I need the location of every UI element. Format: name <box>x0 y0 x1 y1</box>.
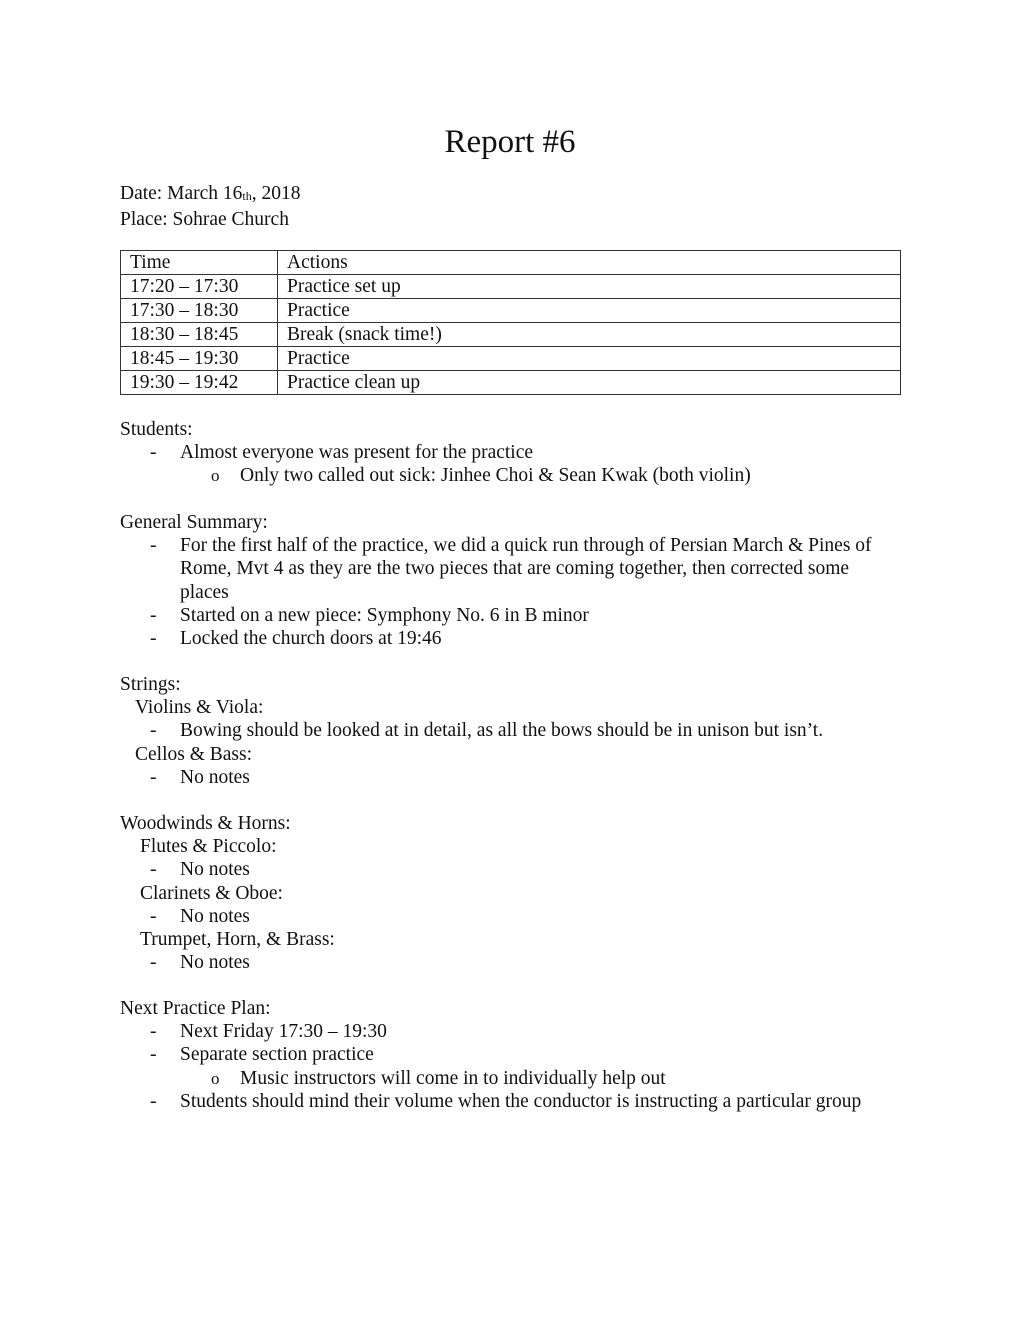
time-cell: 17:30 – 18:30 <box>121 299 278 323</box>
dash-bullet: - <box>150 720 157 742</box>
section-heading: Next Practice Plan: <box>120 998 271 1019</box>
list-item-text: Locked the church doors at 19:46 <box>180 628 442 650</box>
list-item <box>120 766 910 789</box>
list-item-text: Music instructors will come in to individually help out <box>240 1067 666 1089</box>
list-item-text: No notes <box>180 905 250 927</box>
header-time: Time <box>121 251 278 275</box>
time-cell: 18:45 – 19:30 <box>121 347 278 371</box>
dash-bullet: - <box>150 766 157 788</box>
summary-section <box>120 511 910 650</box>
section-heading: General Summary: <box>120 512 268 533</box>
action-cell: Practice <box>278 299 901 323</box>
date-suffix: , 2018 <box>251 183 301 204</box>
time-cell: 17:20 – 17:30 <box>121 275 278 299</box>
table-header-row <box>121 251 901 275</box>
list-item <box>120 534 910 604</box>
action-cell: Break (snack time!) <box>278 323 901 347</box>
list-item-text: Started on a new piece: Symphony No. 6 in B minor <box>180 604 589 626</box>
dash-bullet: - <box>150 442 157 464</box>
dash-bullet: - <box>150 628 157 650</box>
report-meta <box>120 182 300 231</box>
table-row <box>121 347 901 371</box>
list-item-text-line: places <box>180 581 229 603</box>
table-row <box>121 275 901 299</box>
list-item-text: No notes <box>180 766 250 788</box>
subsection-heading: Cellos & Bass: <box>135 743 253 765</box>
place-line: Place: Sohrae Church <box>120 209 289 230</box>
sub-list-item <box>120 464 910 487</box>
section-heading: Woodwinds & Horns: <box>120 813 291 834</box>
list-item-text-line: Rome, Mvt 4 as they are the two pieces that are coming together, then corrected some <box>180 558 850 580</box>
students-section <box>120 418 910 488</box>
subsection-heading: Trumpet, Horn, & Brass: <box>140 929 335 951</box>
list-item-text: Students should mind their volume when the conductor is instructing a particular group <box>180 1090 862 1112</box>
section-heading: Students: <box>120 419 193 440</box>
list-item <box>120 905 910 928</box>
dash-bullet: - <box>150 1021 157 1043</box>
list-item <box>120 1020 910 1043</box>
list-item <box>120 1090 910 1113</box>
table-row <box>121 299 901 323</box>
section-heading: Strings: <box>120 674 181 695</box>
list-item-text: No notes <box>180 952 250 974</box>
list-item-text: Almost everyone was present for the practice <box>180 442 534 464</box>
dash-bullet: - <box>150 604 157 626</box>
dash-bullet: - <box>150 905 157 927</box>
date-ordinal: th <box>242 189 252 203</box>
list-item <box>120 719 910 742</box>
list-item-text: Next Friday 17:30 – 19:30 <box>180 1021 387 1043</box>
list-item <box>120 858 910 881</box>
table-row <box>121 323 901 347</box>
strings-section <box>120 673 910 789</box>
time-cell: 19:30 – 19:42 <box>121 371 278 395</box>
list-item <box>120 951 910 974</box>
list-item-text: No notes <box>180 859 250 881</box>
list-item-text-line: For the first half of the practice, we did a quick run through of Persian March & Pines of <box>180 535 872 557</box>
time-cell: 18:30 – 18:45 <box>121 323 278 347</box>
subsection-heading: Violins & Viola: <box>135 697 264 719</box>
table-row <box>121 371 901 395</box>
action-cell: Practice set up <box>278 275 901 299</box>
list-item-text: Separate section practice <box>180 1044 374 1066</box>
circle-bullet: o <box>211 1068 220 1088</box>
header-actions: Actions <box>278 251 901 275</box>
dash-bullet: - <box>150 1090 157 1112</box>
list-item-text: Only two called out sick: Jinhee Choi & Sean Kwak (both violin) <box>240 465 751 487</box>
dash-bullet: - <box>150 1044 157 1066</box>
list-item-text: Bowing should be looked at in detail, as all the bows should be in unison but isn’t. <box>180 720 824 742</box>
list-item <box>120 441 910 464</box>
list-item <box>120 604 910 627</box>
action-cell: Practice clean up <box>278 371 901 395</box>
dash-bullet: - <box>150 952 157 974</box>
subsection-heading: Flutes & Piccolo: <box>140 836 277 858</box>
schedule-table <box>120 250 901 395</box>
list-item <box>120 1043 910 1066</box>
circle-bullet: o <box>211 466 220 486</box>
date-line <box>120 182 300 208</box>
woodwinds-section <box>120 812 910 974</box>
subsection-heading: Clarinets & Oboe: <box>140 882 283 904</box>
date-prefix: Date: March 16 <box>120 183 243 204</box>
next-plan-section <box>120 997 910 1113</box>
action-cell: Practice <box>278 347 901 371</box>
report-title: Report #6 <box>444 124 576 160</box>
sub-list-item <box>120 1067 910 1090</box>
dash-bullet: - <box>150 859 157 881</box>
list-item <box>120 627 910 650</box>
dash-bullet: - <box>150 535 157 557</box>
